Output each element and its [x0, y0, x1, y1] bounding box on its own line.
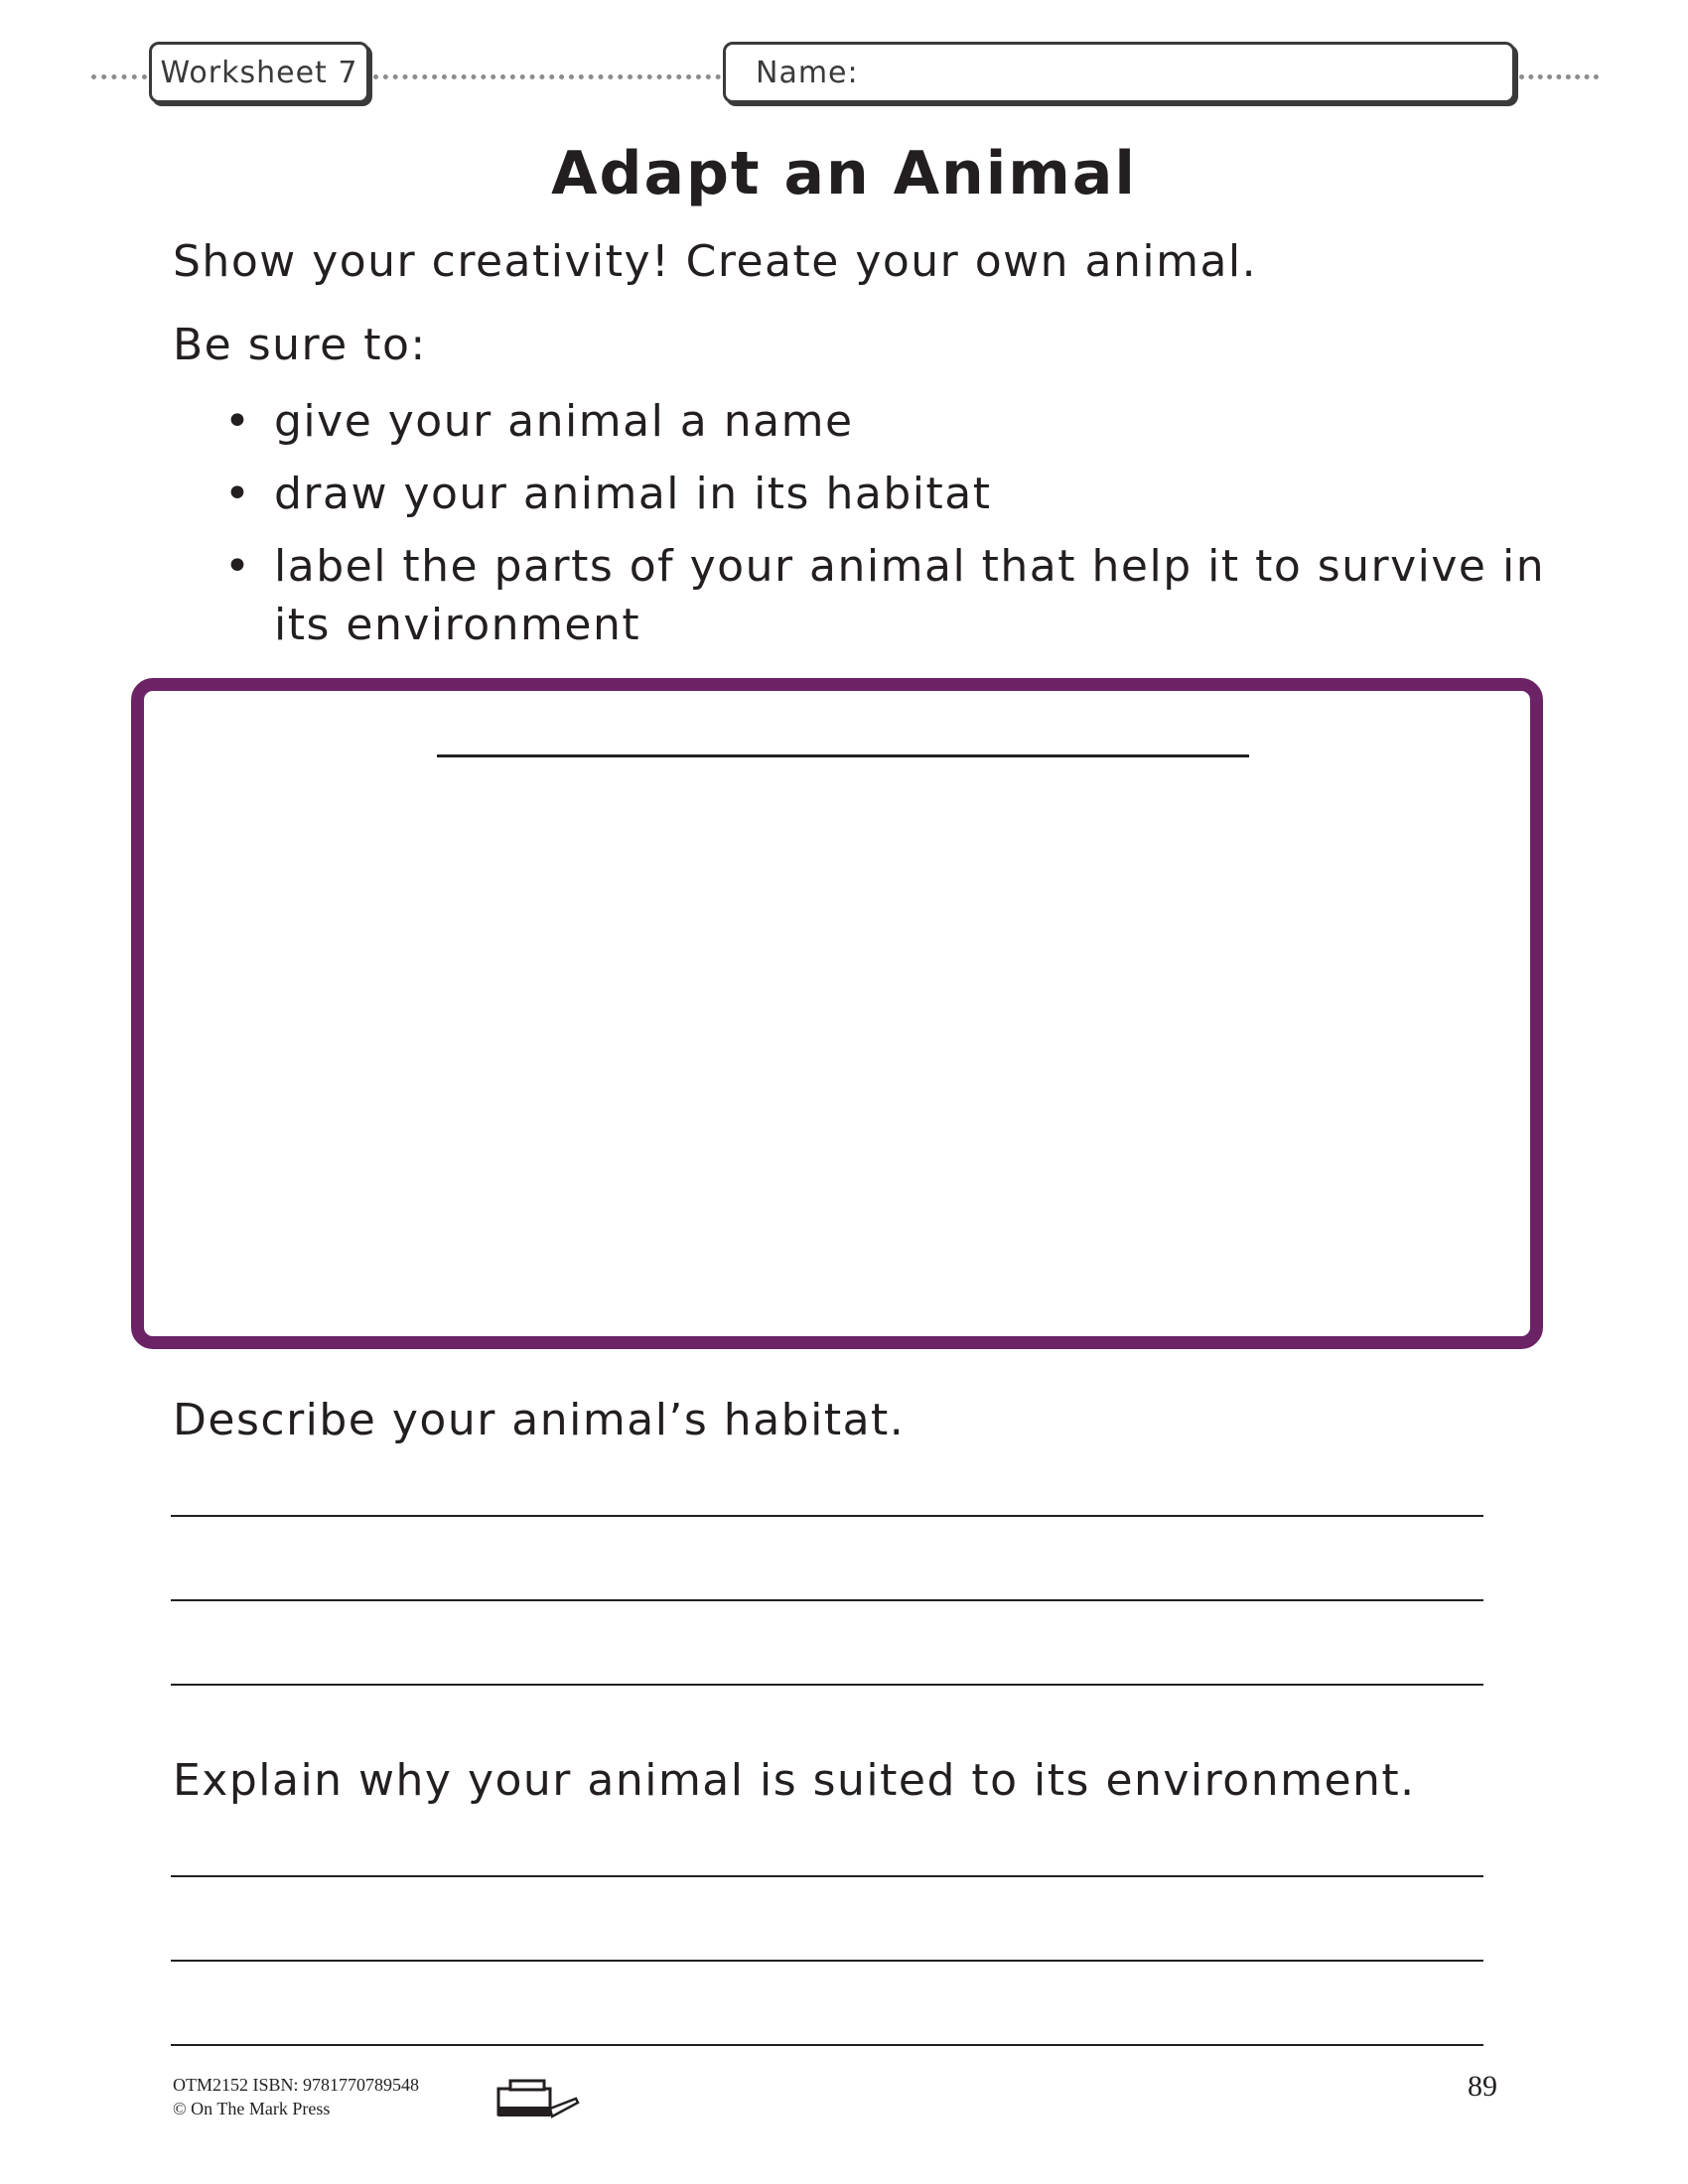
header-dotted-line-right — [1519, 74, 1599, 79]
list-item — [224, 465, 1565, 523]
list-item — [224, 392, 1565, 451]
copier-icon — [496, 2079, 580, 2120]
suited-question: Explain why your animal is suited to its environment. — [173, 1755, 1416, 1806]
bullet-icon: • — [224, 541, 252, 592]
bullet-icon: • — [224, 469, 252, 519]
page-number: 89 — [1468, 2070, 1497, 2103]
habitat-question: Describe your animal’s habitat. — [173, 1395, 906, 1445]
habitat-answer-line[interactable] — [171, 1599, 1483, 1601]
page-title: Adapt an Animal — [551, 139, 1137, 208]
header-dotted-line-middle — [373, 74, 721, 79]
animal-name-line[interactable] — [437, 754, 1249, 757]
suited-answer-line[interactable] — [171, 1875, 1483, 1877]
instruction-list — [224, 392, 1565, 668]
header-dotted-line-left — [91, 74, 147, 79]
list-item-text: give your animal a name — [274, 396, 854, 447]
worksheet-label: Worksheet 7 — [160, 55, 358, 90]
intro-text: Show your creativity! Create your own animal. — [173, 236, 1258, 287]
habitat-answer-line[interactable] — [171, 1515, 1483, 1517]
suited-answer-line[interactable] — [171, 1960, 1483, 1962]
list-item-text: draw your animal in its habitat — [274, 469, 992, 519]
list-item — [224, 537, 1555, 654]
suited-answer-line[interactable] — [171, 2044, 1483, 2046]
bullet-icon: • — [224, 396, 252, 447]
list-item-text: label the parts of your animal that help it to survive in its environment — [274, 541, 1546, 650]
drawing-area[interactable] — [131, 678, 1543, 1349]
habitat-answer-line[interactable] — [171, 1684, 1483, 1686]
be-sure-to-text: Be sure to: — [173, 320, 427, 370]
footer-code-isbn: OTM2152 ISBN: 9781770789548 — [173, 2075, 420, 2095]
name-field[interactable] — [723, 42, 1515, 103]
name-label: Name: — [756, 55, 859, 90]
footer-publisher: © On The Mark Press — [173, 2099, 331, 2118]
worksheet-tab — [149, 42, 369, 103]
